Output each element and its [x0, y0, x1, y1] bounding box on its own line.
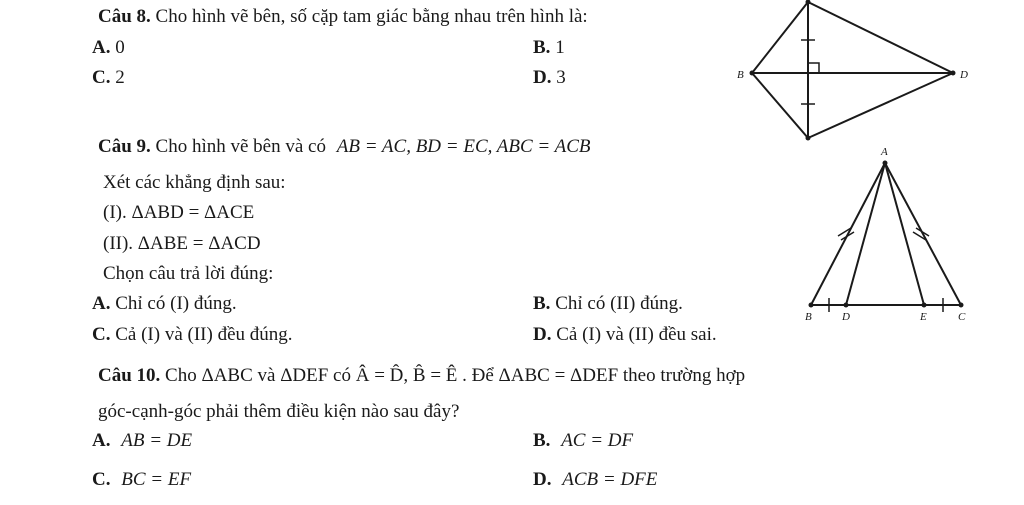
q9-figure-segment-ab	[811, 163, 885, 305]
q9-figure-label-c: C	[958, 311, 966, 323]
q8-option-b-text: 1	[555, 37, 565, 58]
q10-option-d-text: ACB = DFE	[562, 469, 658, 490]
q9-figure-label-e: E	[920, 311, 927, 323]
q10-option-a-letter: A.	[92, 430, 111, 451]
q9-figure-label-b: B	[805, 311, 812, 323]
q9-option-d-text: Cả (I) và (II) đều sai.	[556, 324, 717, 345]
q10-label: Câu 10.	[98, 365, 161, 386]
q10-option-c-letter: C.	[92, 469, 111, 490]
q9-condition: AB = AC, BD = EC, ABC = ACB	[336, 136, 591, 157]
q9-figure-point-e	[922, 303, 927, 308]
q9-label: Câu 9.	[98, 136, 151, 157]
q9-figure-point-c	[959, 303, 964, 308]
q8-option-a-text: 0	[115, 37, 125, 58]
q9-stem: Cho hình vẽ bên và có	[155, 136, 326, 157]
q10-option-a[interactable]	[92, 431, 192, 450]
q9-option-a-text: Chỉ có (I) đúng.	[115, 293, 237, 314]
q10-option-b[interactable]	[533, 431, 633, 450]
q8-option-b-letter: B.	[533, 37, 551, 58]
q9-option-c-text: Cả (I) và (II) đều đúng.	[115, 324, 293, 345]
q10-option-c[interactable]	[92, 470, 191, 489]
q9-option-b-letter: B.	[533, 293, 551, 314]
q9-statement-2: (II). ΔABE = ΔACD	[103, 233, 261, 254]
q8-option-c-text: 2	[115, 67, 125, 88]
q10-option-d-letter: D.	[533, 469, 552, 490]
q9-figure-point-b	[809, 303, 814, 308]
q9-figure-label-d: D	[842, 311, 850, 323]
q9-statement-1: (I). ΔABD = ΔACE	[103, 202, 255, 223]
q9-option-b-text: Chỉ có (II) đúng.	[555, 293, 683, 314]
q10-line1: Cho ΔABC và ΔDEF có Â = D̂, B̂ = Ê . Để ΔABC = ΔDEF theo trường hợp	[165, 365, 746, 386]
q9-prompt: Chọn câu trả lời đúng:	[103, 263, 274, 284]
q9-option-a-letter: A.	[92, 293, 111, 314]
q10-option-b-letter: B.	[533, 430, 551, 451]
q8-option-d-letter: D.	[533, 67, 552, 88]
q10-option-c-text: BC = EF	[121, 469, 192, 490]
q8-option-c-letter: C.	[92, 67, 111, 88]
q9-figure-label-a: A	[881, 146, 888, 158]
q8-option-d-text: 3	[556, 67, 566, 88]
q10-option-d[interactable]	[533, 470, 657, 489]
q9-intro: Xét các khẳng định sau:	[103, 172, 286, 193]
q9-figure-point-d	[844, 303, 849, 308]
q10-option-b-text: AC = DF	[561, 430, 634, 451]
q8-stem: Cho hình vẽ bên, số cặp tam giác bằng nhau trên hình là:	[155, 6, 588, 27]
q10-option-a-text: AB = DE	[121, 430, 193, 451]
q9-option-d-letter: D.	[533, 324, 552, 345]
q8-figure-label-d: D	[960, 69, 968, 81]
q8-option-a-letter: A.	[92, 37, 111, 58]
q8-figure-label-b: B	[737, 69, 744, 81]
q8-label: Câu 8.	[98, 6, 151, 27]
q9-figure-point-a	[883, 161, 888, 166]
q9-figure-segment-ae	[885, 163, 924, 305]
q10-stem-line-2: góc-cạnh-góc phải thêm điều kiện nào sau đây?	[98, 401, 460, 422]
q10-stem-line-1	[98, 366, 745, 385]
q9-figure-segment-ac	[885, 163, 961, 305]
q9-option-c-letter: C.	[92, 324, 111, 345]
